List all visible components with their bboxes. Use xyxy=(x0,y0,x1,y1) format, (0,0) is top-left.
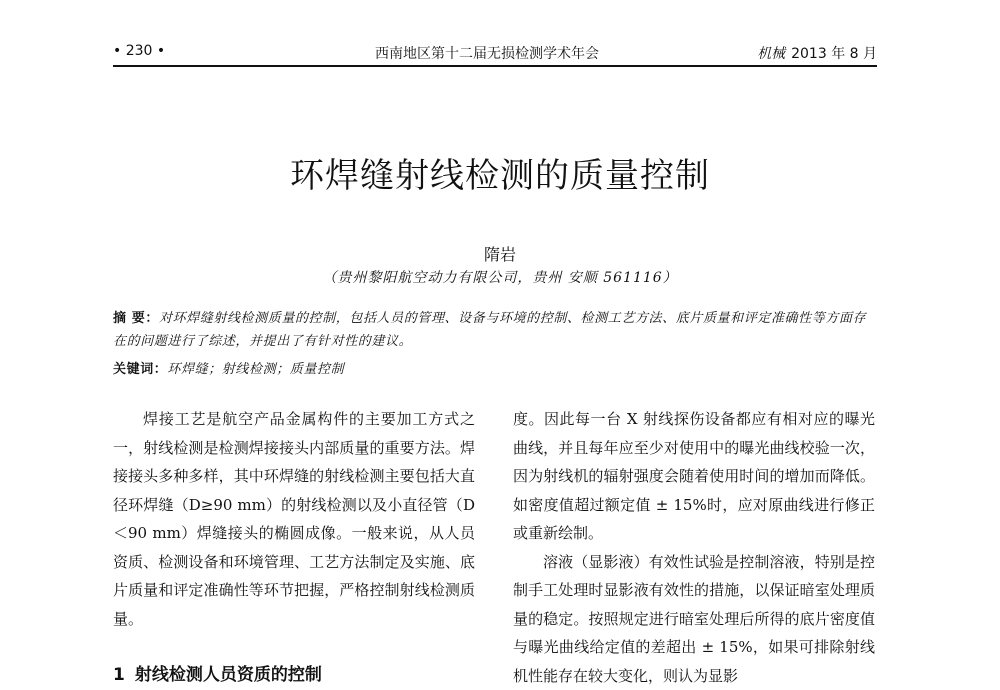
keywords-text: 环焊缝；射线检测；质量控制 xyxy=(167,362,344,377)
author-name: 隋岩 xyxy=(0,242,1000,265)
abstract xyxy=(113,307,877,353)
header-rule xyxy=(113,65,877,67)
keywords xyxy=(113,358,877,381)
section-title: 射线检测人员资质的控制 xyxy=(135,665,322,685)
journal-name: 机械 xyxy=(757,46,785,62)
page-number: • 230 • xyxy=(113,43,165,59)
abstract-text: 对环焊缝射线检测质量的控制，包括人员的管理、设备与环境的控制、检测工艺方法、底片质量和评定准确性等方面存在的问题进行了综述，并提出了有针对性的建议。 xyxy=(113,311,866,349)
section-number: 1 xyxy=(113,665,125,685)
left-column xyxy=(113,405,475,633)
intro-paragraph: 焊接工艺是航空产品金属构件的主要加工方式之一，射线检测是检测焊接接头内部质量的重要方法。焊接接头多种多样，其中环焊缝的射线检测主要包括大直径环焊缝（D≥90 mm）的射线检测以及小直径管（D＜90 mm）焊缝接头的椭圆成像。一般来说，从人员资质、检测设备和环境管理、工艺方法制定及实施、底片质量和评定准确性等环节把握，严格控制射线检测质量。 xyxy=(113,405,475,633)
journal-date: 2013 年 8 月 xyxy=(791,46,877,62)
right-column xyxy=(513,405,875,690)
author-affiliation: （贵州黎阳航空动力有限公司，贵州 安顺 561116） xyxy=(0,267,1000,287)
keywords-label: 关键词： xyxy=(113,362,167,377)
paper-title: 环焊缝射线检测的质量控制 xyxy=(0,148,1000,197)
running-header xyxy=(113,37,877,65)
conference-name: 西南地区第十二届无损检测学术年会 xyxy=(375,43,599,63)
right-paragraph-2: 溶液（显影液）有效性试验是控制溶液，特别是控制手工处理时显影液有效性的措施，以保证暗室处理质量的稳定。按照规定进行暗室处理后所得的底片密度值与曝光曲线给定值的差超出 ± 15%，如果可排除射线机性能存在较大变化，则认为显影 xyxy=(513,548,875,690)
section-heading xyxy=(113,660,475,685)
abstract-label: 摘 要： xyxy=(113,311,159,326)
right-paragraph-1: 度。因此每一台 X 射线探伤设备都应有相对应的曝光曲线，并且每年应至少对使用中的曝光曲线校验一次，因为射线机的辐射强度会随着使用时间的增加而降低。如密度值超过额定值 ± 15%时，应对原曲线进行修正或重新绘制。 xyxy=(513,405,875,548)
journal-info xyxy=(757,43,877,63)
